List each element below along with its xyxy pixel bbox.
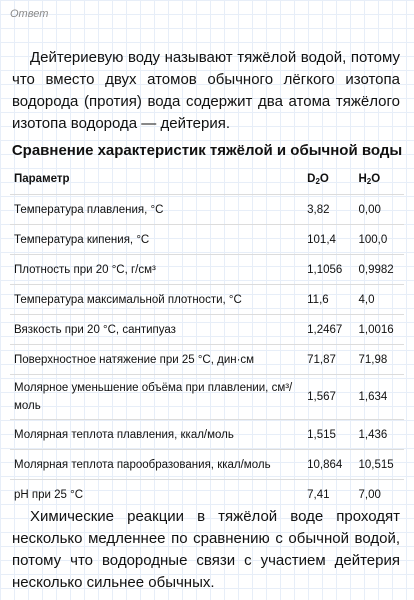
row-d2o: 1,2467: [307, 323, 343, 336]
row-d2o: 11,6: [307, 293, 329, 306]
row-h2o: 10,515: [358, 458, 394, 471]
row-d2o: 10,864: [307, 458, 343, 471]
row-h2o: 4,0: [358, 293, 375, 306]
row-d2o: 1,1056: [307, 263, 343, 276]
row-h2o: 100,0: [358, 233, 388, 246]
header-d2o: $D_2O$: [307, 172, 329, 186]
row-d2o: 1,515: [307, 428, 336, 441]
table-row: [10, 225, 404, 255]
row-param: Температура плавления, °С: [14, 203, 164, 216]
row-h2o: 1,634: [358, 391, 388, 403]
intro-paragraph: Дейтериевую воду называют тяжёлой водой, потому что вместо двух атомов обычного лёгкого изотопа водорода (протия) вода содержит два атома тяжёлого изотопа водорода — дейтерия.: [12, 49, 400, 132]
row-param: Температура кипения, °С: [14, 233, 150, 246]
table-row: [10, 450, 404, 480]
comparison-table: [10, 164, 404, 509]
row-param: Молярная теплота плавления, ккал/моль: [14, 428, 234, 441]
row-param: Плотность при 20 °С, г/см³: [14, 263, 156, 276]
row-h2o: 71,98: [358, 353, 388, 366]
row-d2o: 7,41: [307, 488, 330, 501]
table-row: [10, 345, 404, 375]
answer-label: Ответ: [10, 8, 49, 20]
header-h2o: $H_2O$: [358, 172, 381, 186]
row-d2o: 101,4: [307, 233, 336, 246]
table-row: [10, 315, 404, 345]
table-header-row: [10, 164, 404, 195]
row-param: Вязкость при 20 °С, сантипуаз: [14, 323, 176, 336]
table-row: [10, 255, 404, 285]
row-param: Молярная теплота парообразования, ккал/моль: [14, 458, 271, 471]
table-title: Сравнение характеристик тяжёлой и обычной воды: [11, 142, 403, 159]
row-param: Молярное уменьшение объёма при плавлении, см³/моль: [14, 382, 293, 412]
table-row: [10, 195, 404, 225]
row-h2o: 7,00: [358, 488, 381, 501]
row-param: Температура максимальной плотности, °С: [14, 293, 242, 306]
row-h2o: 0,9982: [358, 263, 394, 276]
row-h2o: 1,0016: [358, 323, 394, 336]
row-d2o: 3,82: [307, 203, 330, 216]
conclusion-paragraph: Химические реакции в тяжёлой воде проходят несколько медленнее по сравнению с обычной водой, потому что водородные связи с участием дейтерия несколько сильнее обычных.: [12, 508, 400, 591]
row-h2o: 1,436: [358, 428, 388, 441]
row-param: pH при 25 °С: [14, 488, 84, 501]
row-h2o: 0,00: [358, 203, 381, 216]
header-param: Параметр: [14, 173, 70, 185]
row-d2o: 71,87: [307, 353, 336, 366]
table-row: [10, 375, 404, 420]
table-row: [10, 420, 404, 450]
row-d2o: 1,567: [307, 391, 336, 403]
table-row: [10, 285, 404, 315]
row-param: Поверхностное натяжение при 25 °С, дин·см: [14, 353, 255, 366]
table-row: [10, 480, 404, 510]
